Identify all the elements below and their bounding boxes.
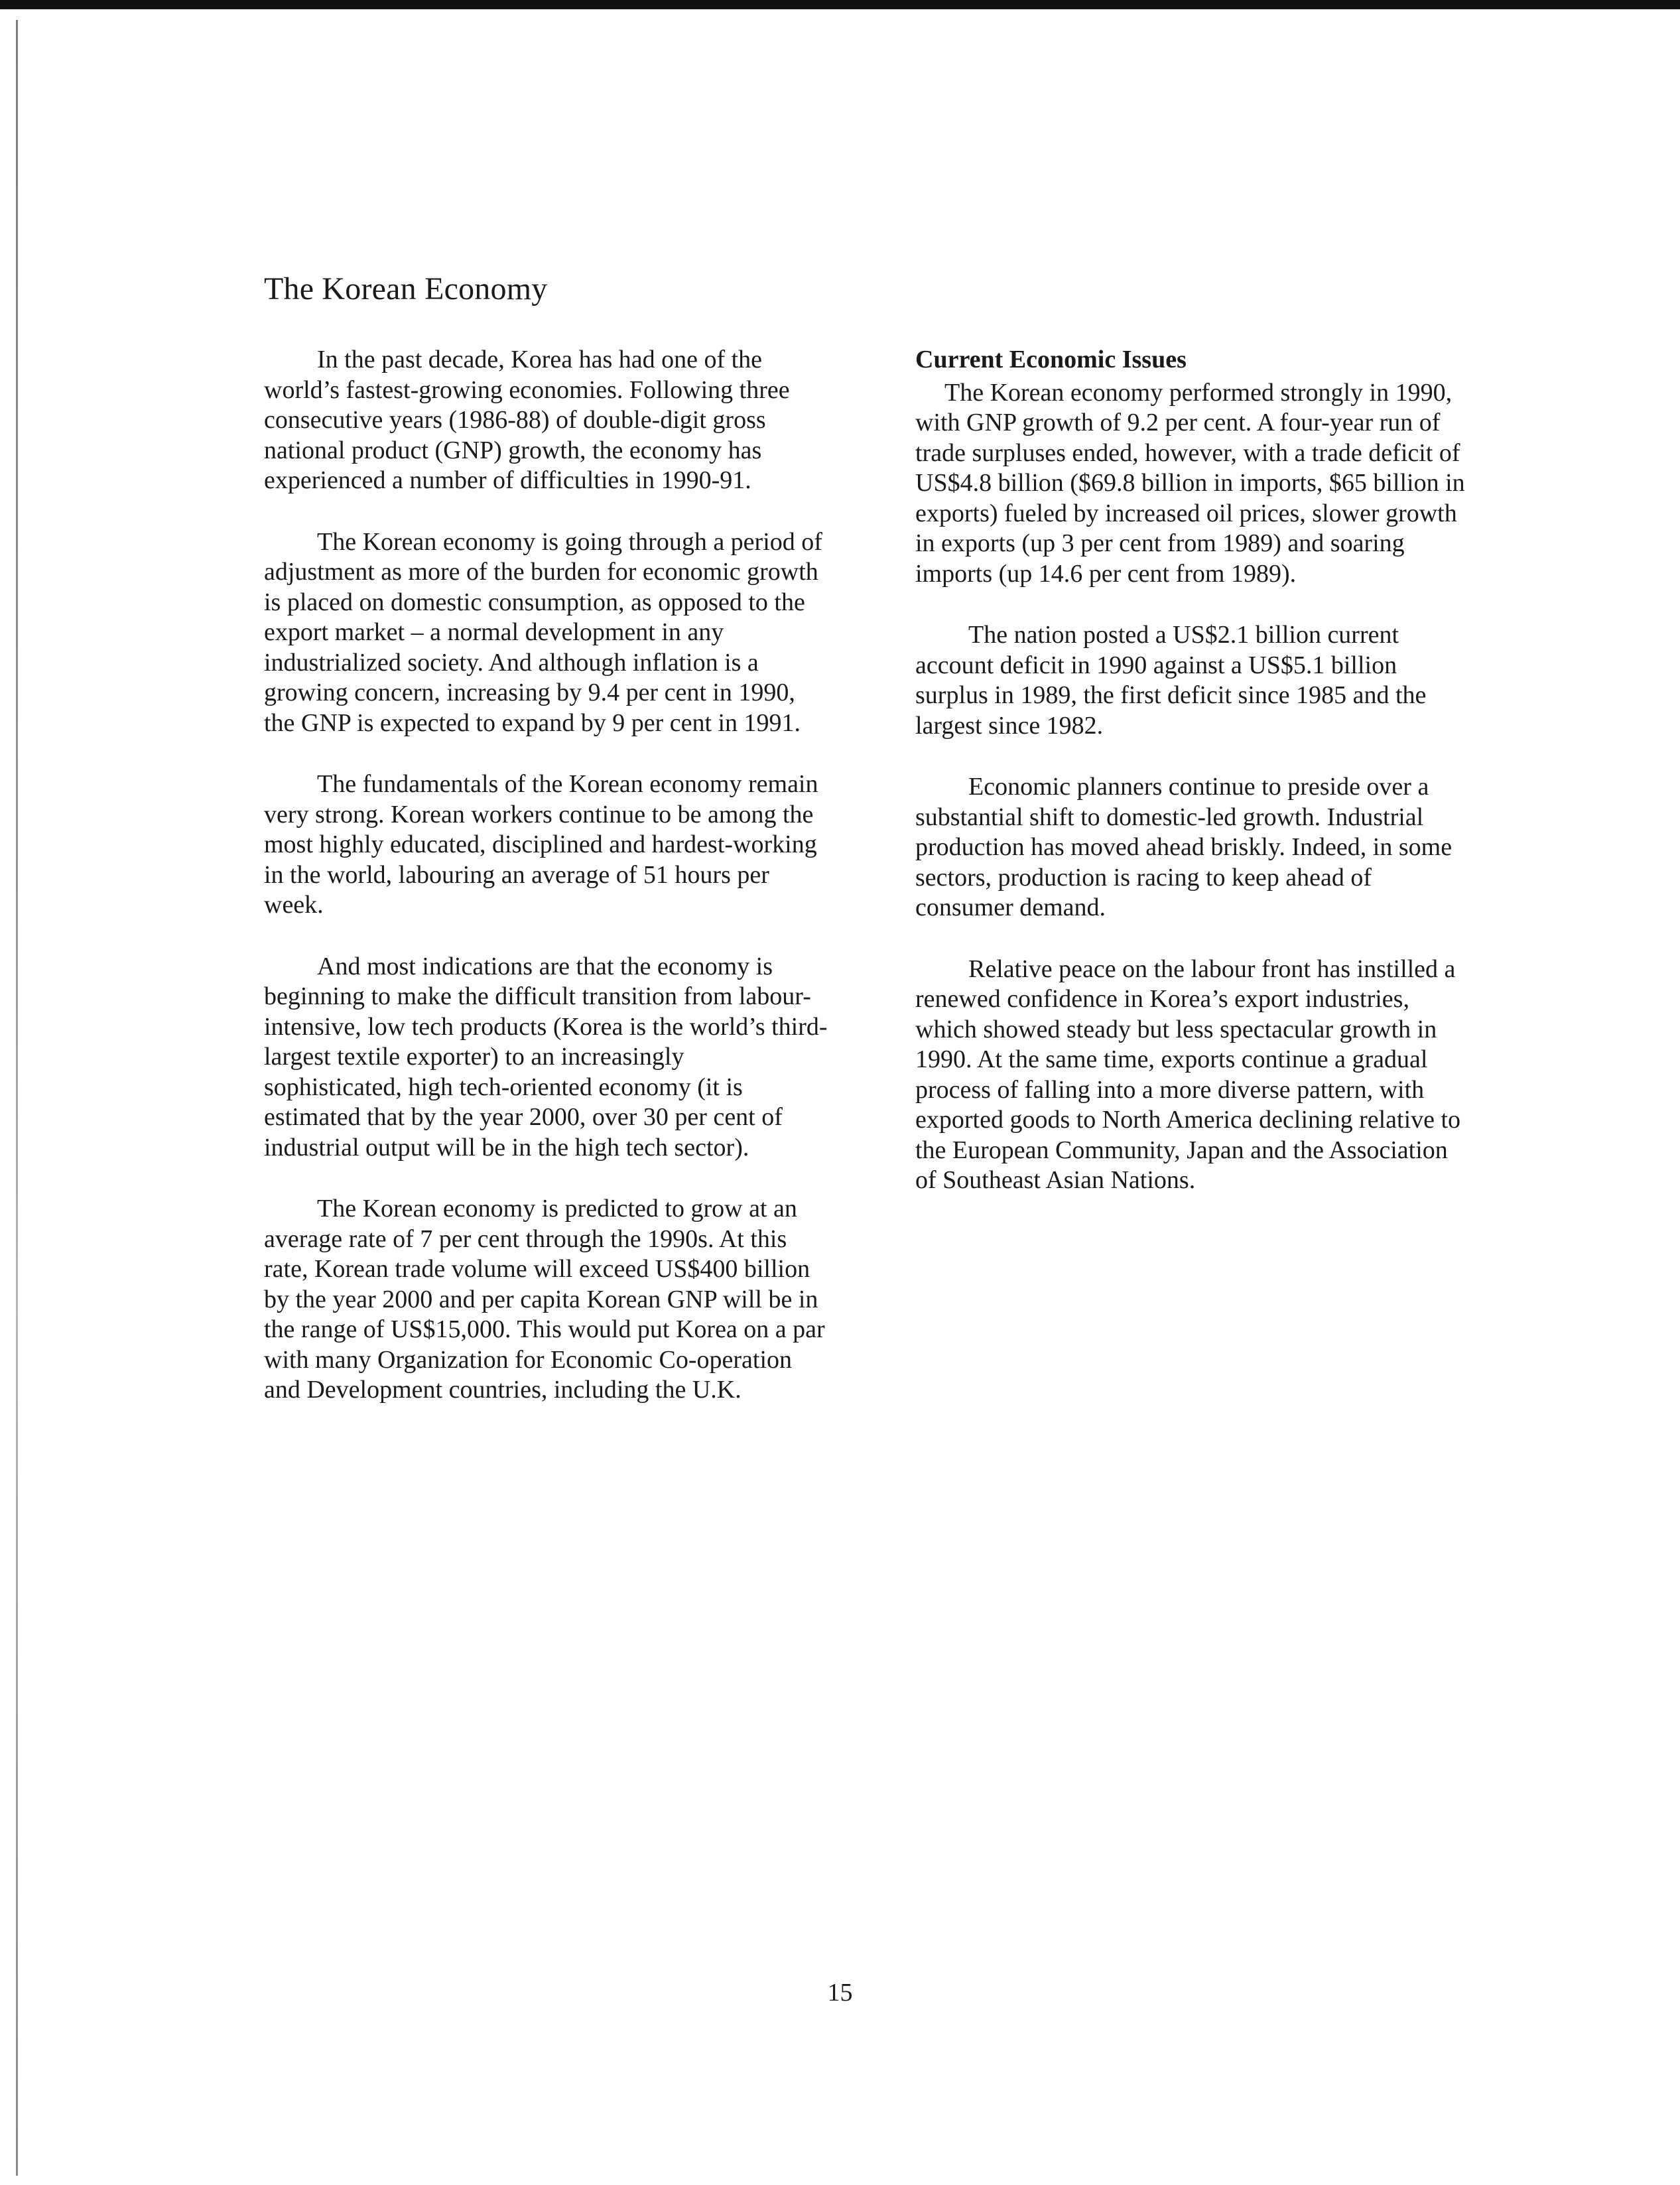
paragraph: Relative peace on the labour front has instilled a renewed confidence in Korea’s export industries, which showed steady but less spectacular growth in 1990. At the same time, exports continue a gradual process of falling into a more diverse pattern, with exported goods to North America declining relative to the European Community, Japan and the Association of Southeast Asian Nations. [915,955,1461,1194]
paragraph: In the past decade, Korea has had one of the world’s fastest-growing economies. Following three consecutive years (1986-88) of double-digit gross national product (GNP) growth, the economy has experienced a number of difficulties in 1990-91. [264,346,790,494]
scan-left-edge [16,20,18,2176]
paragraph: The Korean economy performed strongly in 1990, with GNP growth of 9.2 per cent. A four-year run of trade surpluses ended, however, with a trade deficit of US$4.8 billion ($69.8 billion in imports, $65 billion in exports) fueled by increased oil prices, slower growth in exports (up 3 per cent from 1989) and soaring imports (up 14.6 per cent from 1989). [915,378,1465,588]
paragraph: The Korean economy is predicted to grow at an average rate of 7 per cent through the 1990s. At this rate, Korean trade volume will exceed US$400 billion by the year 2000 and per capita Korean GNP will be in the range of US$15,000. This would put Korea on a par with many Organization for Economic Co-operation and Development countries, including the U.K. [264,1195,825,1404]
page-title: The Korean Economy [264,271,548,306]
page-number: 15 [827,1979,853,2007]
left-column [264,345,828,1437]
scan-top-border [0,0,1680,9]
section-heading: Current Economic Issues [915,346,1187,373]
paragraph: And most indications are that the economy is beginning to make the difficult transition from labour-intensive, low tech products (Korea is the world’s third-largest textile exporter) to an increasingly sophisticated, high tech-oriented economy (it is estimated that by the year 2000, over 30 per cent of industrial output will be in the high tech sector). [264,952,828,1161]
paragraph: The fundamentals of the Korean economy remain very strong. Korean workers continue to be among the most highly educated, disciplined and hardest-working in the world, labouring an average of 51 hours per week. [264,770,818,919]
right-column [915,345,1472,1227]
paragraph: Economic planners continue to preside over a substantial shift to domestic-led growth. Industrial production has moved ahead briskly. Indeed, in some sectors, production is racing to keep ahead of consumer demand. [915,773,1453,921]
paragraph: The Korean economy is going through a period of adjustment as more of the burden for economic growth is placed on domestic consumption, as opposed to the export market – a normal development in any industrialized society. And although inflation is a growing concern, increasing by 9.4 per cent in 1990, the GNP is expected to expand by 9 per cent in 1991. [264,527,822,737]
paragraph: The nation posted a US$2.1 billion current account deficit in 1990 against a US$5.1 billion surplus in 1989, the first deficit since 1985 and the largest since 1982. [915,621,1427,740]
